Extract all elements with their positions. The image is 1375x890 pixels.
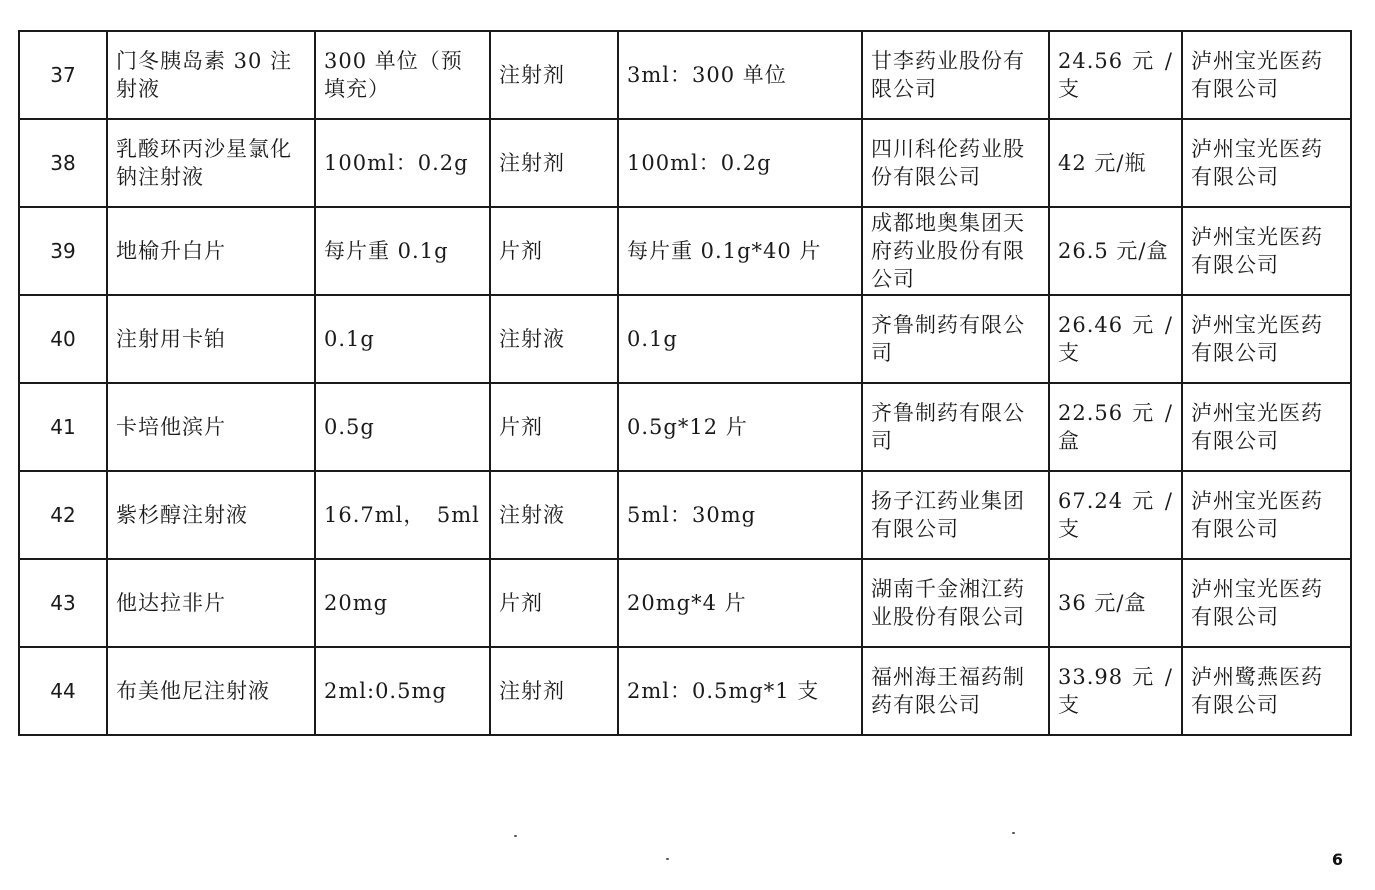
specification-cell: 0.1g — [315, 295, 490, 383]
drug-name-cell: 紫杉醇注射液 — [107, 471, 315, 559]
manufacturer-cell: 成都地奥集团天府药业股份有限公司 — [862, 207, 1049, 295]
drug-name-cell: 他达拉非片 — [107, 559, 315, 647]
distributor-cell: 泸州宝光医药有限公司 — [1182, 31, 1351, 119]
table-row — [19, 559, 1351, 647]
specification-cell: 300 单位（预填充） — [315, 31, 490, 119]
price-cell: 33.98 元 / 支 — [1049, 647, 1182, 735]
row-number: 43 — [19, 559, 107, 647]
price-cell: 26.46 元 / 支 — [1049, 295, 1182, 383]
table-row — [19, 295, 1351, 383]
dosage-form-cell: 片剂 — [490, 383, 618, 471]
scan-speck — [666, 858, 669, 860]
manufacturer-cell: 四川科伦药业股份有限公司 — [862, 119, 1049, 207]
specification-cell: 2ml:0.5mg — [315, 647, 490, 735]
price-cell: 42 元/瓶 — [1049, 119, 1182, 207]
manufacturer-cell: 湖南千金湘江药业股份有限公司 — [862, 559, 1049, 647]
specification-cell: 16.7ml， 5ml — [315, 471, 490, 559]
specification-cell: 每片重 0.1g — [315, 207, 490, 295]
manufacturer-cell: 甘李药业股份有限公司 — [862, 31, 1049, 119]
package-spec-cell: 每片重 0.1g*40 片 — [618, 207, 862, 295]
table-row — [19, 471, 1351, 559]
table-row — [19, 31, 1351, 119]
price-cell: 67.24 元 / 支 — [1049, 471, 1182, 559]
price-cell: 26.5 元/盒 — [1049, 207, 1182, 295]
table-row — [19, 119, 1351, 207]
row-number: 39 — [19, 207, 107, 295]
specification-cell: 0.5g — [315, 383, 490, 471]
manufacturer-cell: 齐鲁制药有限公司 — [862, 295, 1049, 383]
distributor-cell: 泸州宝光医药有限公司 — [1182, 119, 1351, 207]
dosage-form-cell: 片剂 — [490, 559, 618, 647]
table-row — [19, 647, 1351, 735]
row-number: 38 — [19, 119, 107, 207]
distributor-cell: 泸州宝光医药有限公司 — [1182, 295, 1351, 383]
drug-name-cell: 注射用卡铂 — [107, 295, 315, 383]
price-cell: 24.56 元 / 支 — [1049, 31, 1182, 119]
scan-speck — [1012, 832, 1015, 834]
row-number: 41 — [19, 383, 107, 471]
manufacturer-cell: 齐鲁制药有限公司 — [862, 383, 1049, 471]
drug-name-cell: 地榆升白片 — [107, 207, 315, 295]
drug-name-cell: 卡培他滨片 — [107, 383, 315, 471]
package-spec-cell: 5ml：30mg — [618, 471, 862, 559]
table-row — [19, 207, 1351, 295]
drug-price-table — [18, 30, 1352, 736]
price-cell: 22.56 元 / 盒 — [1049, 383, 1182, 471]
dosage-form-cell: 注射液 — [490, 295, 618, 383]
page-number: 6 — [1331, 850, 1343, 869]
specification-cell: 100ml：0.2g — [315, 119, 490, 207]
scan-speck — [514, 835, 517, 837]
distributor-cell: 泸州宝光医药有限公司 — [1182, 559, 1351, 647]
table-row — [19, 383, 1351, 471]
distributor-cell: 泸州鹭燕医药有限公司 — [1182, 647, 1351, 735]
package-spec-cell: 100ml：0.2g — [618, 119, 862, 207]
distributor-cell: 泸州宝光医药有限公司 — [1182, 207, 1351, 295]
row-number: 44 — [19, 647, 107, 735]
drug-name-cell: 布美他尼注射液 — [107, 647, 315, 735]
dosage-form-cell: 注射剂 — [490, 119, 618, 207]
package-spec-cell: 20mg*4 片 — [618, 559, 862, 647]
price-cell: 36 元/盒 — [1049, 559, 1182, 647]
drug-name-cell: 门冬胰岛素 30 注射液 — [107, 31, 315, 119]
drug-name-cell: 乳酸环丙沙星氯化钠注射液 — [107, 119, 315, 207]
specification-cell: 20mg — [315, 559, 490, 647]
package-spec-cell: 0.5g*12 片 — [618, 383, 862, 471]
dosage-form-cell: 片剂 — [490, 207, 618, 295]
dosage-form-cell: 注射剂 — [490, 647, 618, 735]
row-number: 42 — [19, 471, 107, 559]
row-number: 37 — [19, 31, 107, 119]
distributor-cell: 泸州宝光医药有限公司 — [1182, 383, 1351, 471]
package-spec-cell: 3ml：300 单位 — [618, 31, 862, 119]
distributor-cell: 泸州宝光医药有限公司 — [1182, 471, 1351, 559]
row-number: 40 — [19, 295, 107, 383]
package-spec-cell: 0.1g — [618, 295, 862, 383]
manufacturer-cell: 福州海王福药制药有限公司 — [862, 647, 1049, 735]
package-spec-cell: 2ml：0.5mg*1 支 — [618, 647, 862, 735]
manufacturer-cell: 扬子江药业集团有限公司 — [862, 471, 1049, 559]
dosage-form-cell: 注射剂 — [490, 31, 618, 119]
dosage-form-cell: 注射液 — [490, 471, 618, 559]
